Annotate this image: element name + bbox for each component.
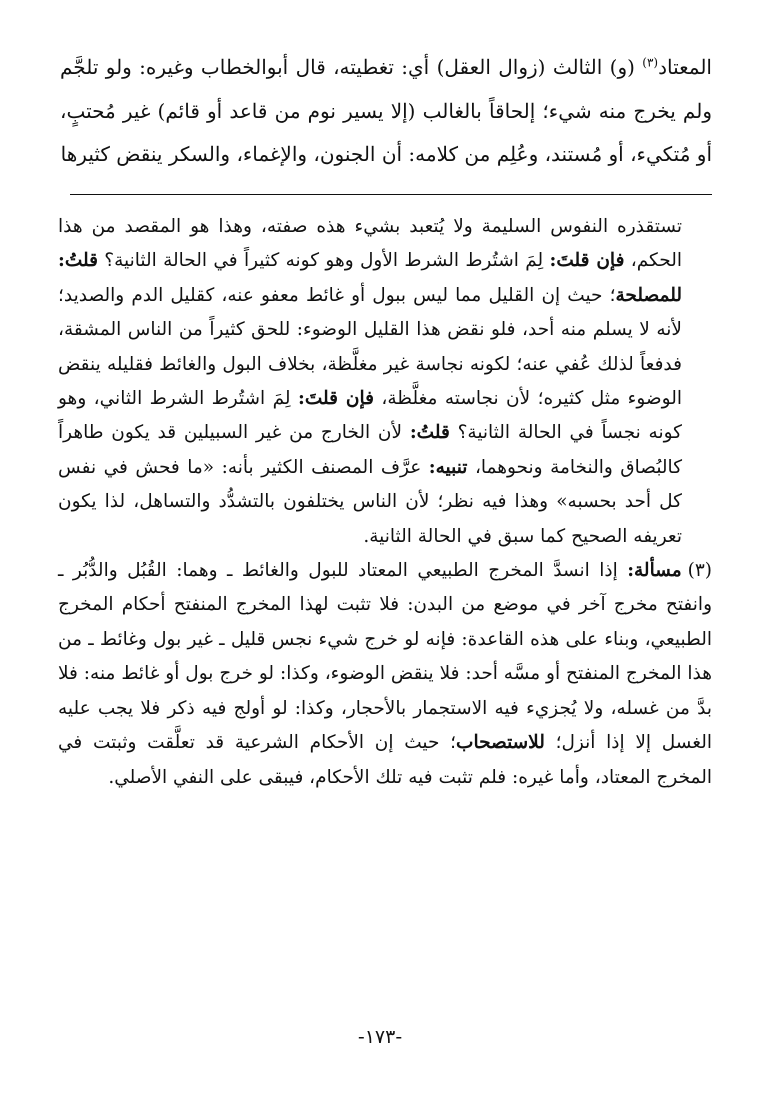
footnote-separator: [70, 194, 712, 195]
footnote-text: لأن الخارج من غير السبيلين قد يكون طاهراً كالبُصاق والنخامة ونحوهما،: [58, 422, 682, 478]
footnote-text: ؛ حيث إن القليل مما ليس ببول أو غائط معفو عنه، كقليل الدم والصديد؛ لأنه لا يسلم منه أحد، فلو نقض هذا القليل الوضوء: للحق كثيراً من الناس المشقة، فدفعاً لذلك عُفي عنه؛ لكونه نجاسة غير مغلَّظة، بخلاف البول والغائط فقليله ينقض الوضوء مثل كثيره؛ لأن نجاسته مغلَّظة،: [58, 284, 682, 410]
main-text-body: (و) الثالث (زوال العقل) أي: تغطيته، قال أبوالخطاب وغيره: ولو تلجَّم ولم يخرج منه شيء؛ إلحاقاً بالغالب (إلا يسير نوم من قاعد أو قائم) غير مُحتبٍ، أو مُتكيء، أو مُستند، وعُلِم من كلامه: أن الجنون، والإغماء، والسكر ينقض كثيرها: [60, 55, 712, 166]
main-text: [60, 46, 712, 177]
footnote-continuation: [58, 210, 712, 554]
footnote-text: تستقذره النفوس السليمة ولا يُتعبد بشيء هذه صفته، وهذا هو المقصد من هذا الحكم،: [58, 216, 682, 272]
footnote-reference: (٣): [642, 55, 659, 70]
footnote-text: ؛ حيث إن الأحكام الشرعية قد تعلَّقت وثبتت في المخرج المعتاد، وأما غيره: فلم تثبت فيه تلك الأحكام، فيبقى على النفي الأصلي.: [58, 732, 712, 788]
footnote-bold-term: تنبيه:: [428, 456, 468, 478]
footnote-bold-term: قلتُ: للمصلحة: [58, 250, 682, 306]
footnote-bold-term: مسألة:: [627, 560, 682, 582]
main-text-start: المعتاد: [658, 55, 712, 79]
footnote-text: لِمَ اشتُرط الشرط الأول وهو كونه كثيراً في الحالة الثانية؟: [97, 250, 550, 272]
footnote-text: لِمَ اشتُرط الشرط الثاني، وهو كونه نجساً في الحالة الثانية؟: [58, 388, 682, 444]
footnote-bold-term: قلتُ:: [409, 422, 450, 444]
footnote-text: عرَّف المصنف الكثير بأنه: «ما فحش في نفس كل أحد بحسبه» وهذا فيه نظر؛ لأن الناس يختلفون بالتشدُّد والتساهل، لذا يكون تعريفه الصحيح كما سبق في الحالة الثانية.: [58, 456, 682, 547]
footnote-text: إذا انسدَّ المخرج الطبيعي المعتاد للبول والغائط ـ وهما: القُبُل والدُّبُر ـ وانفتح مخرج آخر في موضع من البدن: فلا تثبت لهذا المخرج المنفتح أحكام المخرج الطبيعي، وبناء على هذه القاعدة: فإنه لو خرج شيء نجس قليل ـ غير بول وغائط ـ من هذا المخرج المنفتح أو مسَّه أحد: فلا ينقض الوضوء، وكذا: لو خرج بول أو غائط منه: فلا بدَّ من غسله، ولا يُجزيء فيه الاستجمار بالأحجار، وكذا: لو أولج فيه ذكر فلا يجب عليه الغسل إلا إذا أنزل؛: [58, 560, 712, 754]
page-number: -١٧٣-: [357, 1026, 403, 1048]
footnotes-section: [58, 210, 712, 795]
footnote-3: [58, 554, 712, 795]
footnote-bold-term: للاستصحاب: [456, 732, 545, 754]
footnote-number: (٣): [687, 560, 712, 582]
footnote-bold-term: فإن قلتَ:: [549, 250, 625, 272]
footnote-bold-term: فإن قلتَ:: [297, 388, 374, 410]
